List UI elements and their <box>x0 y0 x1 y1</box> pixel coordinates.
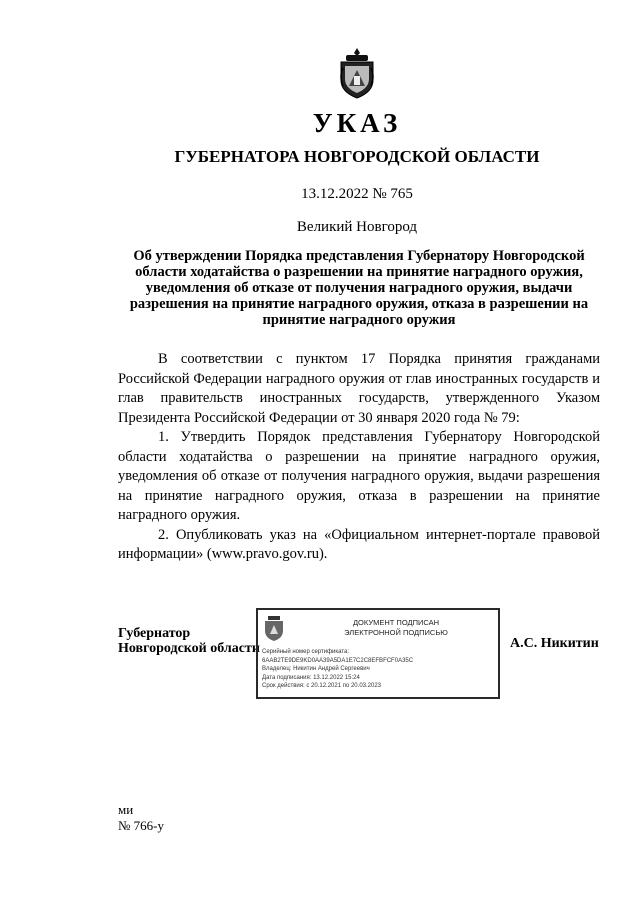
document-body <box>118 350 600 565</box>
document-subject: Об утверждении Порядка представления Губернатору Новгородской области ходатайства о разрешении на принятие наградного оружия, уведомления об отказе от получения наградного оружия, выдачи разрешения на принятие наградного оружия, отказа в разрешении на принятие наградного оружия <box>129 248 589 328</box>
signatory-name: А.С. Никитин <box>510 636 599 651</box>
paragraph-item-1: 1. Утвердить Порядок представления Губернатору Новгородской области ходатайства о разрешении на принятие наградного оружия, уведомления об отказе от получения наградного оружия, выдачи разрешения на принятие наградного оружия, отказа в разрешении на принятие наградного оружия. <box>118 429 600 523</box>
stamp-emblem-icon <box>263 614 285 642</box>
stamp-heading-line-2: ЭЛЕКТРОННОЙ ПОДПИСЬЮ <box>344 628 448 637</box>
paragraph-preamble: В соответствии с пунктом 17 Порядка принятия гражданами Российской Федерации наградного оружия от глав иностранных государств и глав правительств иностранных государств, утвержденного Указом Президента Российской Федерации от 30 января 2020 года № 79: <box>118 351 600 426</box>
footer-number: № 766-у <box>118 818 164 833</box>
stamp-serial: 6AAB2TE9DE9KD0AA39A5DA1E7C2C8EFBFCF0A35C <box>262 657 414 664</box>
stamp-heading <box>296 618 496 638</box>
issuer-title: ГУБЕРНАТОРА НОВГОРОДСКОЙ ОБЛАСТИ <box>174 147 540 166</box>
footer-initials: ми <box>118 802 134 817</box>
electronic-signature-stamp <box>256 608 500 699</box>
footer-note <box>118 802 164 834</box>
stamp-validity: Срок действия: с 20.12.2021 по 20.03.2023 <box>262 683 382 690</box>
stamp-heading-line-1: ДОКУМЕНТ ПОДПИСАН <box>352 618 440 627</box>
city: Великий Новгород <box>296 219 418 235</box>
position-line-1: Губернатор <box>118 626 191 641</box>
coat-of-arms-icon <box>337 46 377 100</box>
stamp-details <box>262 648 498 691</box>
decree-title: УКАЗ <box>312 108 402 138</box>
date-number: 13.12.2022 № 765 <box>301 186 413 202</box>
stamp-serial-label: Серийный номер сертификата: <box>262 649 350 655</box>
stamp-owner: Владелец: Никитин Андрей Сергеевич <box>262 666 370 673</box>
position-line-2: Новгородской области <box>118 641 260 656</box>
stamp-signed-date: Дата подписания: 13.12.2022 15:24 <box>262 674 360 681</box>
paragraph-item-2: 2. Опубликовать указ на «Официальном интернет-портале правовой информации» (www.pravo.gov.ru). <box>118 526 600 562</box>
signatory-position <box>118 626 260 656</box>
